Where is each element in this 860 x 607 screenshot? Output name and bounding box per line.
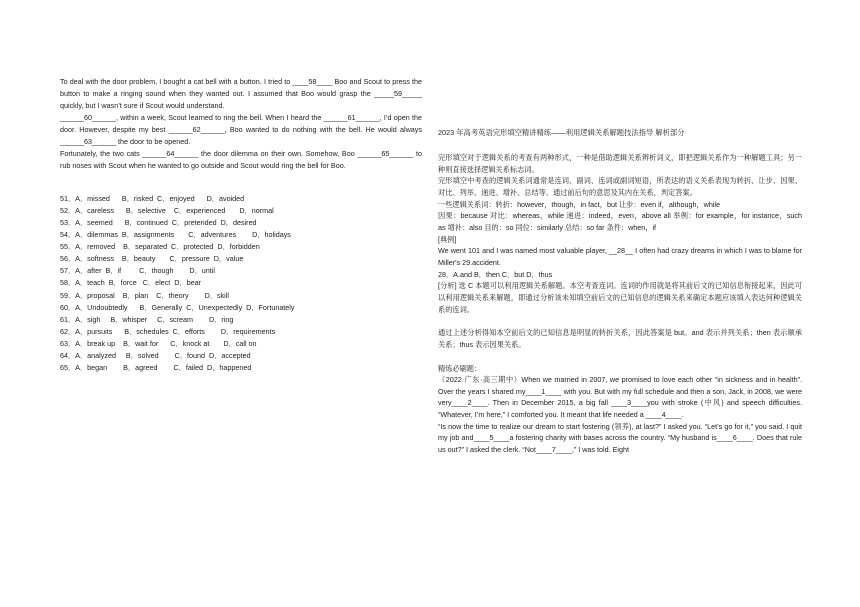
option-row: 54．A．dilemmas B．assignments C．adventures D．holidays: [60, 230, 291, 240]
practice-passage: （2022·广东·高三期中）When we married in 2007, we promised to love each other “in sickness and in health”. Over the years I shared my____1____ with you. But with my full schedule and then a son, Jack, in 2008, we were very____2____. Then in December 2015, a big fall ____3____you with stroke (中风) and speech difficulties. “Whatever, I’m here,” I comforted you. It meant that life needed a ____4____.: [438, 375, 802, 420]
example-options: 28．A.and B．then C．but D．thus: [438, 269, 553, 279]
intro-paragraph: 完形填空中考查的逻辑关系词通常是连词、副词、连词或副词短语，所表达的语义关系表现为转折、让步、因果、对比、列举、递进、增补、总结等。通过前后句的意思及其内在关系，判定答案。: [438, 176, 802, 197]
option-row: 53．A．seemed B．continued C．pretended D．desired: [60, 218, 257, 228]
example-heading: [典例]: [438, 234, 457, 244]
option-row: 59．A．proposal B．plan C．theory D．skill: [60, 290, 229, 300]
logic-words-line: 一些逻辑关系词：转折：however，though，in fact，but 让步：even if，although，while: [438, 199, 721, 209]
answer-options-list: [60, 193, 422, 374]
option-row: 55．A．removed B．separated C．protected D．forbidden: [60, 242, 260, 252]
option-row: 61．A．sigh B．whisper C．scream D．ring: [60, 314, 234, 324]
document-title: 2023 年高考英语完形填空精讲精练——利用逻辑关系解题技法指导 解析部分: [438, 128, 685, 137]
option-row: 60．A．Undoubtedly B．Generally C．Unexpectedly D．Fortunately: [60, 302, 295, 312]
spacer: [438, 351, 802, 363]
analysis-body: [438, 152, 802, 456]
intro-paragraph: 完形填空对于逻辑关系的考查有两种形式，一种是借助逻辑关系辨析词义，即把逻辑关系作为一种解题工具；另一种则直接选择逻辑关系标志词。: [438, 153, 802, 174]
option-row: 58．A．teach B．force C．elect D．bear: [60, 278, 202, 288]
option-row: 57．A．after B．if C．though D．until: [60, 266, 215, 276]
conclusion-paragraph: 通过上述分析得知本空前后文的已知信息是明显的转折关系，因此答案是 but。and 表示并列关系；then 表示顺承关系；thus 表示因果关系。: [438, 328, 802, 349]
option-row: 62．A．pursuits B．schedules C．efforts D．requirements: [60, 326, 276, 336]
spacer: [438, 315, 802, 327]
cloze-passage: [60, 76, 422, 172]
option-row: 63．A．break up B．wait for C．knock at D．call on: [60, 338, 257, 348]
passage-paragraph: ______60______, within a week, Scout learned to ring the bell. When I heard the ______61______, I’d open the door. However, despite my best ______62______, Boo wanted to do nothing with the bell. He would always ______63______ the door to be opened.: [60, 113, 422, 147]
passage-paragraph: To deal with the door problem, I bought a cat bell with a button. I tried to ____58____ Boo and Scout to press the button to make a ringing sound when they wanted out. I assumed that Boo would grasp the _____59_____ quickly, but I wasn’t sure if Scout would understand.: [60, 77, 422, 111]
practice-heading: 精炼必刷题：: [438, 363, 482, 373]
example-sentence: We went 101 and I was named most valuable player, __28__ I often had crazy dreams in which I was to blame for Miller's 29.accident.: [438, 246, 802, 267]
option-row: 51．A．missed B．risked C．enjoyed D．avoided: [60, 194, 245, 203]
option-row: 65．A．began B．agreed C．failed D．happened: [60, 362, 252, 372]
option-row: 56．A．softness B．beauty C．pressure D．value: [60, 254, 244, 264]
logic-words-line: 因果：because 对比：whereas，while 递进：indeed，even，above all 举例：for example，for instance，such as 增补：also 目的：so 同位：similarly 总结：so far 条件：when，if: [438, 211, 802, 232]
analysis-paragraph: [分析] 选 C 本题可以利用逻辑关系解题。本空考查连词。连词的作用就是将其前后文的已知信息衔接起来，因此可以利用逻辑关系来解题，即通过分析该未知填空前后文的已知信息的逻辑关系来确定本题应该填入表达何种逻辑关系的连词。: [438, 281, 802, 314]
practice-passage: “Is now the time to realize our dream to start fostering (领养), at last?” I asked you. “Let’s go for it,” you said. I quit my job and____5____a fostering charity with bases across the country. “My husband is____6____. Does that rule us out?” I asked the clerk. “Not____7____,” I was told. Eight: [438, 421, 802, 455]
passage-paragraph: Fortunately, the two cats ______64______ the door dilemma on their own. Somehow, Boo ______65______ to rub noses with Scout when he wanted to go outside and Scout would ring the bell for Boo.: [60, 149, 422, 171]
option-row: 52．A．careless B．selective C．experienced D．normal: [60, 206, 274, 216]
option-row: 64．A．analyzed B．solved C．found D．accepted: [60, 350, 251, 360]
